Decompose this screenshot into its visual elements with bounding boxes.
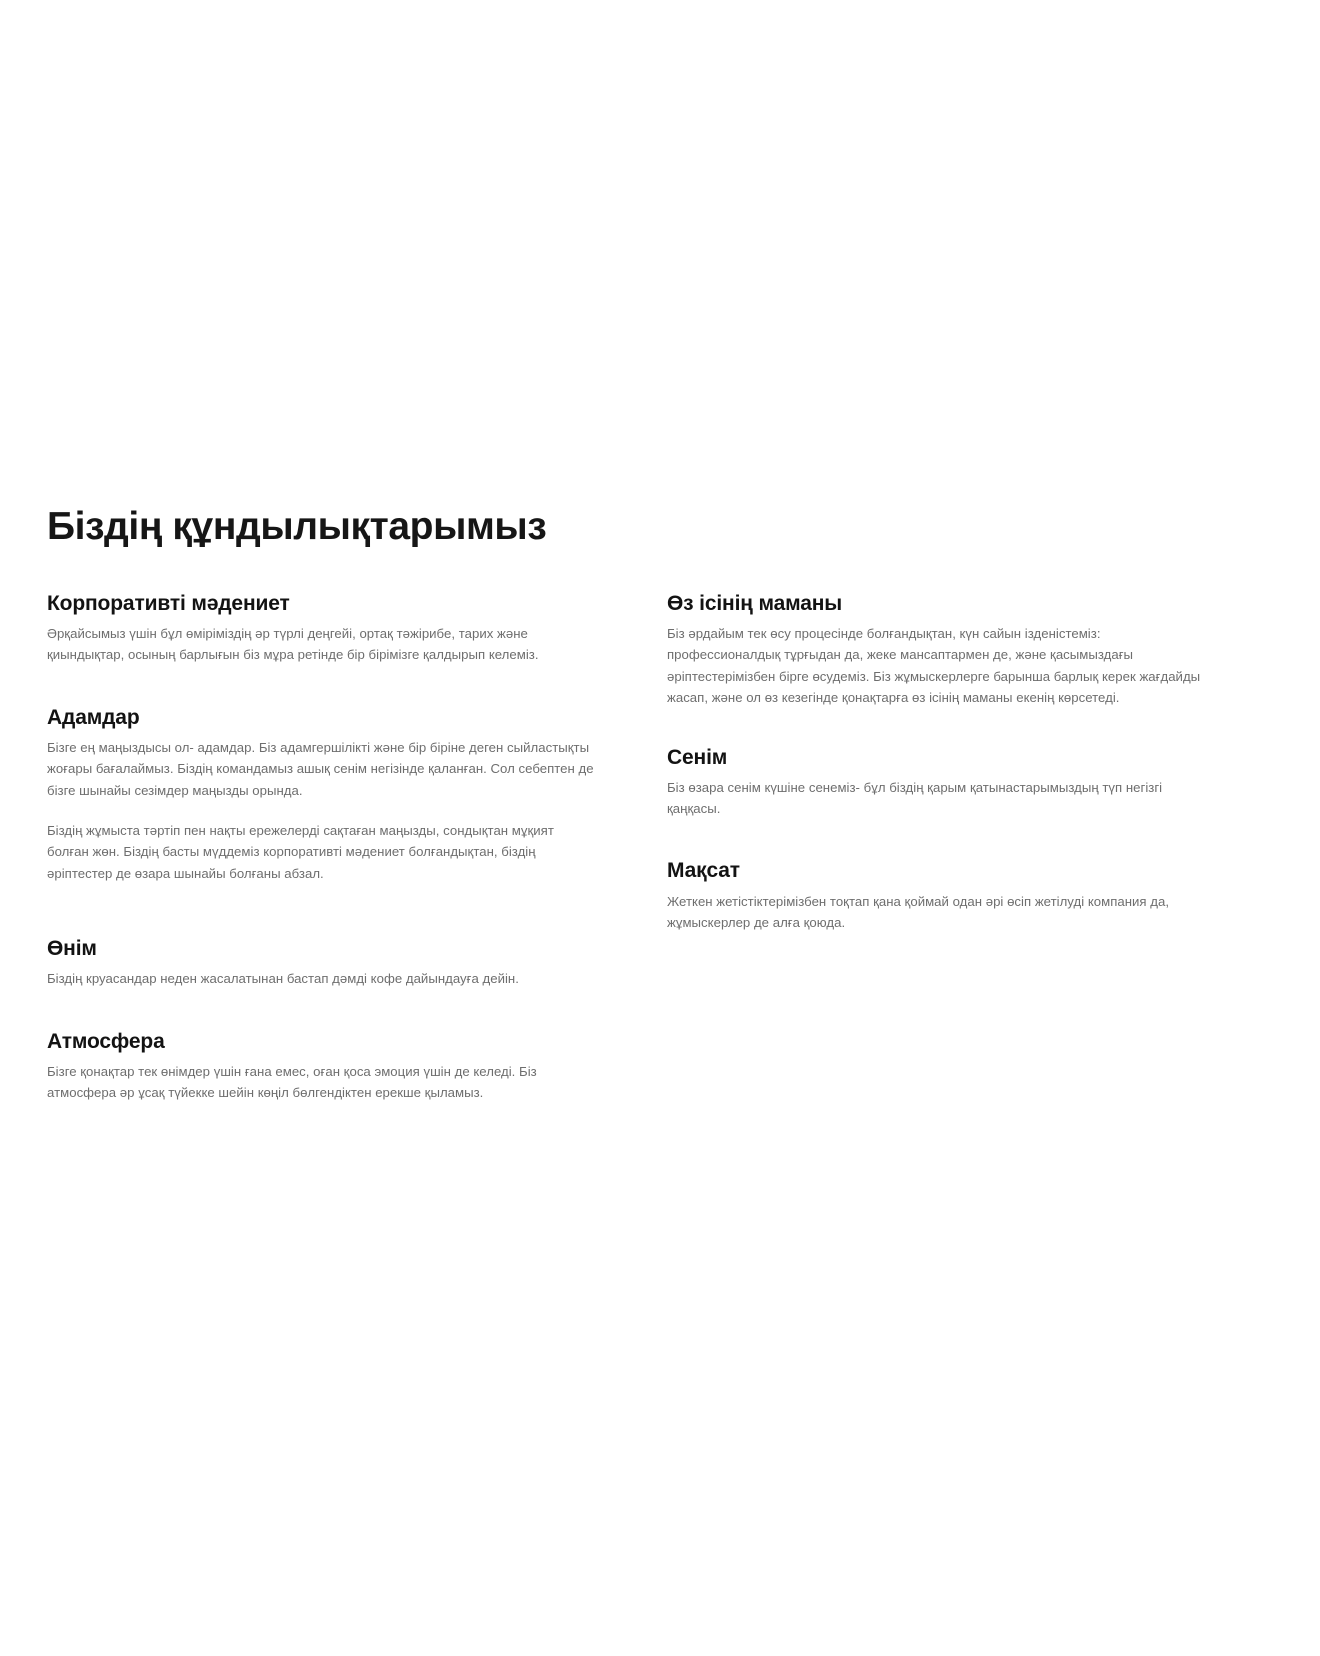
section-paragraph: Біздің жұмыста тәртіп пен нақты ережелерді сақтаған маңызды, сондықтан мұқият болған жөн. Біздің басты мүддеміз корпоративті мәдениет болғандықтан, біздің әріптестер де өзара шынайы болғаны абзал. <box>47 823 554 881</box>
section-paragraph: Біз өзара сенім күшіне сенеміз- бұл біздің қарым қатынастарымыздың түп негізгі қаңқасы. <box>667 779 1163 817</box>
section-people <box>47 705 595 884</box>
page-title: Біздің құндылықтарымыз <box>47 505 547 548</box>
spacer <box>47 990 595 1029</box>
left-column <box>47 591 595 1104</box>
section-goal <box>667 858 1215 933</box>
section-heading: Адамдар <box>47 705 140 729</box>
content-area <box>47 505 1272 1104</box>
section-product <box>47 936 595 990</box>
section-professional <box>667 591 1215 709</box>
spacer <box>47 884 595 936</box>
section-heading: Өз ісінің маманы <box>667 591 843 615</box>
section-paragraph: Біздің круасандар неден жасалатынан бастап дәмді кофе дайындауға дейін. <box>47 971 519 987</box>
section-heading: Корпоративті мәдениет <box>47 591 290 615</box>
right-column <box>667 591 1215 934</box>
section-paragraph: Жеткен жетістіктерімізбен тоқтап қана қоймай одан әрі өсіп жетілуді компания да, жұмыскерлер де алға қоюда. <box>667 893 1170 931</box>
spacer <box>667 819 1215 858</box>
section-paragraph: Бізге ең маңыздысы ол- адамдар. Біз адамгершілікті және бір біріне деген сыйластықты жоғары бағалаймыз. Біздің командамыз ашық сенім негізінде қаланған. Сол себептен де бізге шынайы сезімдер маңызды орында. <box>47 739 594 798</box>
section-paragraph: Біз әрдайым тек өсу процесінде болғандықтан, күн сайын ізденістеміз: профессионалдық тұрғыдан да, жеке мансаптармен де, және қасымыздағы әріптестерімізбен бірге өсудеміз. Біз жұмыскерлерге барынша барлық керек жағдайды жасап, және ол өз кезегінде қонақтарға өз ісінің маманы екенің көрсетеді. <box>667 626 1201 706</box>
two-column-layout <box>47 591 1272 1104</box>
spacer <box>47 666 595 705</box>
section-atmosphere <box>47 1029 595 1104</box>
section-corporate-culture <box>47 591 595 666</box>
spacer <box>667 709 1215 745</box>
section-trust <box>667 745 1215 820</box>
section-heading: Өнім <box>47 937 97 961</box>
section-heading: Атмосфера <box>47 1029 165 1053</box>
section-paragraph: Әрқайсымыз үшін бұл өміріміздің әр түрлі деңгейі, ортақ тәжірибе, тарих және қиындықтар, осының барлығын біз мұра ретінде бір бірімізге қалдырып келеміз. <box>47 626 539 663</box>
section-paragraph: Бізге қонақтар тек өнімдер үшін ғана емес, оған қоса эмоция үшін де келеді. Біз атмосфера әр ұсақ түйекке шейін көңіл бөлгендіктен ерекше қыламыз. <box>47 1063 537 1101</box>
section-heading: Сенім <box>667 745 728 769</box>
section-heading: Мақсат <box>667 859 740 883</box>
